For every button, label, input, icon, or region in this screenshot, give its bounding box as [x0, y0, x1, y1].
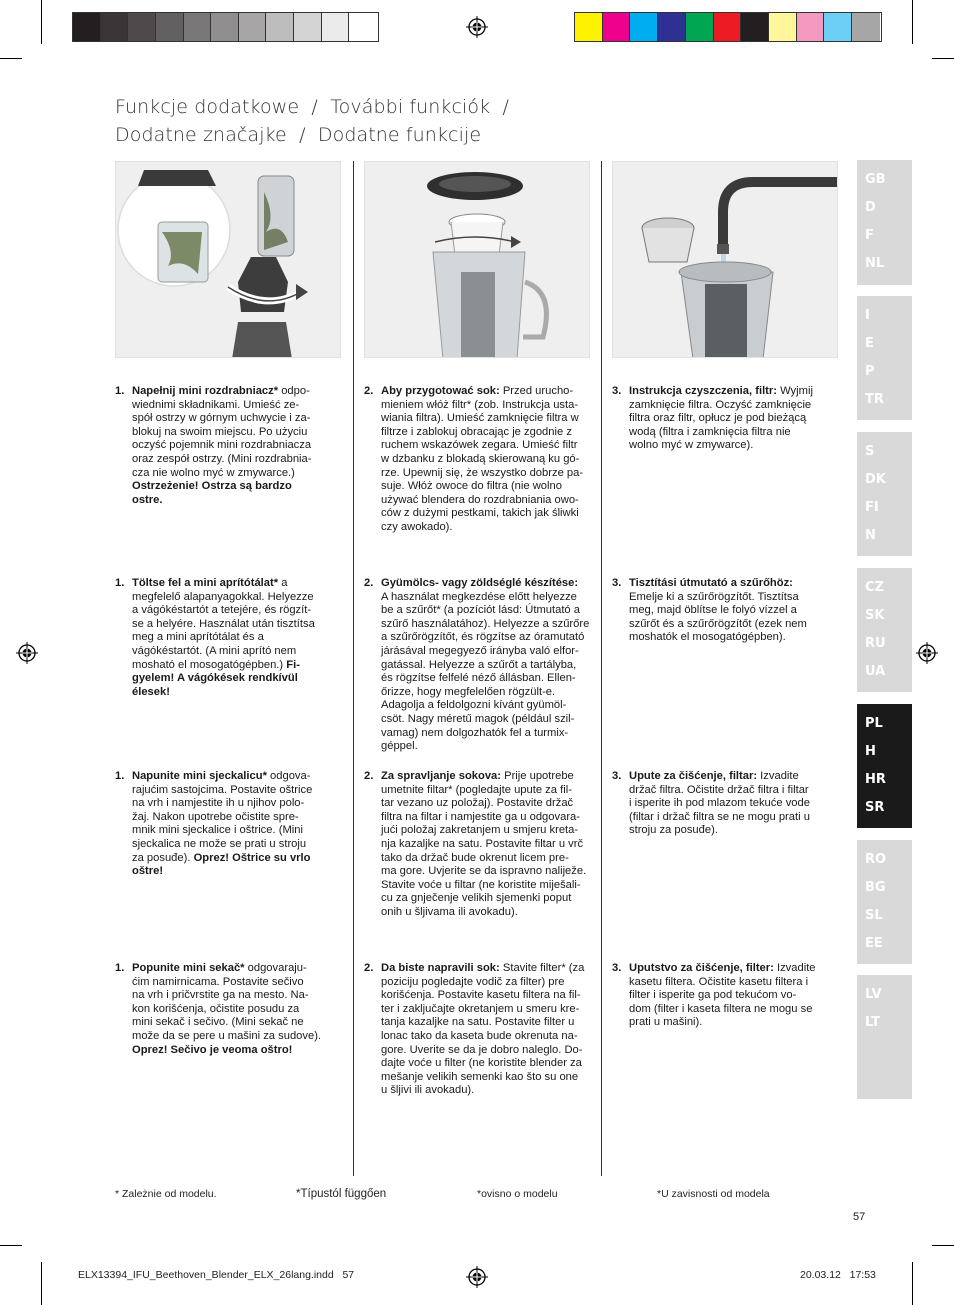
step-warning: Fi- gyelem! A vágókések rendkívül élesek! [132, 658, 300, 698]
juice-filter-photo [364, 161, 590, 358]
footnote-pl: * Zależnie od modelu. [115, 1188, 217, 1200]
crop-mark [912, 0, 913, 44]
step-body [629, 962, 844, 1030]
language-code: DK [865, 472, 886, 487]
color-swatch [322, 13, 350, 41]
step-body [132, 962, 347, 1057]
language-code: E [865, 336, 874, 351]
step-text: Izvadite kasetu filtera. Očistite kasetu filtera i filter i isperite ga pod tekućom vo- dom (filter i kaseta filtera ne mogu se prati u mašini). [629, 962, 816, 1029]
crop-mark [0, 58, 22, 59]
language-code: SL [865, 908, 883, 923]
page-title-line-1: Funkcje dodatkowe / További funkciók / [115, 96, 510, 118]
color-swatch [349, 13, 377, 41]
grayscale-bar [72, 12, 379, 42]
language-code: UA [865, 664, 886, 679]
color-swatch [266, 13, 294, 41]
step-body [132, 577, 347, 699]
language-code: S [865, 444, 875, 459]
language-code: PL [865, 716, 883, 731]
step-hu-3 [612, 577, 844, 645]
language-code: I [865, 308, 870, 323]
step-heading: Uputstvo za čišćenje, filter: [629, 962, 774, 974]
step-heading: Tisztítási útmutató a szűrőhöz: [629, 577, 793, 589]
language-tab-group [857, 704, 912, 828]
language-code: RU [865, 636, 886, 651]
step-number: 2. [364, 577, 374, 589]
language-code: LT [865, 1015, 880, 1030]
page-title-line-2: Dodatne značajke / Dodatne funkcije [115, 124, 482, 146]
step-hr-2 [364, 770, 596, 920]
step-heading: Napunite mini sjeckalicu* [132, 770, 267, 782]
step-body [132, 770, 347, 879]
step-warning: Oprez! Oštrice su vrlo oštre! [132, 851, 311, 878]
color-swatch [128, 13, 156, 41]
step-text: a megfelelő alapanyagokkal. Helyezze a vágókéstartót a tetejére, és rögzít- se a helyére. Használat után tisztítsa meg a mini aprítótálat és a vágókéstartót. (A mini aprító nem mosható el mosogatógépben.) [132, 577, 315, 671]
color-swatch [101, 13, 129, 41]
crop-mark [41, 1262, 42, 1305]
language-code: H [865, 744, 876, 759]
color-swatch [741, 13, 769, 41]
step-body [381, 962, 596, 1098]
crop-mark [41, 0, 42, 44]
color-swatch [852, 13, 880, 41]
step-number: 2. [364, 385, 374, 397]
step-number: 1. [115, 385, 125, 397]
step-sr-3 [612, 962, 844, 1030]
step-body [381, 770, 596, 920]
footnote-sr: *U zavisnosti od modela [657, 1188, 770, 1200]
color-swatch [156, 13, 184, 41]
step-body [629, 770, 844, 838]
step-body [629, 577, 844, 645]
color-swatch [686, 13, 714, 41]
color-swatch [239, 13, 267, 41]
language-tab-group [857, 975, 912, 1099]
step-text: odgova- rajućim sastojcima. Postavite oštrice na vrh i namjestite ih u njihov polo- žaj. Nakon upotrebe očistite spre- mnik mini sjeckalice i oštrice. (Mini sjeckalica ne može se prati u stroju za posuđe). [132, 770, 313, 864]
step-hr-3 [612, 770, 844, 838]
language-code: RO [865, 852, 887, 867]
step-heading: Popunite mini sekač* [132, 962, 245, 974]
language-code: SR [865, 800, 885, 815]
language-code: P [865, 364, 875, 379]
step-sr-2 [364, 962, 596, 1098]
step-warning: Oprez! Sečivo je veoma oštro! [132, 1043, 293, 1056]
language-code: NL [865, 256, 885, 271]
footnote-hu: *Típustól függően [296, 1188, 387, 1200]
language-code: CZ [865, 580, 884, 595]
color-swatch [797, 13, 825, 41]
step-text: odpo- wiednimi składnikami. Umieść ze- spół ostrzy w górnym uchwycie i za- blokuj na swoim miejscu. Po użyciu oczyść pojemnik mini rozdrabniacza oraz zespół ostrzy. (Mini rozdrabnia- cza nie wolno myć w zmywarce.) [132, 385, 312, 479]
language-code: TR [865, 392, 884, 407]
mini-chopper-photo [115, 161, 341, 358]
language-code: SK [865, 608, 885, 623]
step-number: 3. [612, 770, 622, 782]
step-number: 3. [612, 385, 622, 397]
step-heading: Upute za čišćenje, filtar: [629, 770, 758, 782]
step-heading: Gyümölcs- vagy zöldséglé készítése: [381, 577, 579, 589]
step-pl-3 [612, 385, 844, 453]
language-code: N [865, 528, 876, 543]
step-hu-1 [115, 577, 347, 699]
step-text: Przed urucho- mieniem włóż filtr* (zob. Instrukcja usta- wiania filtra). Umieść zamknięcie filtra w filtrze i zablokuj obracając je zgodnie z ruchem wskazówek zegara. Umieść filtr w dzbanku z blokadą skierowaną ku gó- rze. Upewnij się, że wszystko dobrze pa- suje. Włóż owoce do filtra (nie wolno używać blendera do rozdrabniania owo- ców z dużymi pestkami, takich jak śliwki czy awokado). [381, 385, 584, 533]
language-code: F [865, 228, 874, 243]
step-heading: Napełnij mini rozdrabniacz* [132, 385, 279, 397]
language-tab-group [857, 840, 912, 964]
step-heading: Aby przygotować sok: [381, 385, 500, 397]
step-text: A használat megkezdése előtt helyezze be a szűrőt* (a pozíciót lásd: Útmutató a szűrő használatához). Helyezze a szűrőre a szűrőrögzítőt, és rögzítse az óramutató járásával megegyező irányba való elfor- gatással. Helyezze a szűrőt a tartályba, és rögzítse felfelé néző állásban. Ellen- őrizze, hogy megfelelően rögzült-e. Adagolja a feldolgozni kívánt gyümöl- csöt. Nagy méretű magok (például szil- vamag) nem dolgozhatók fel a turmix- géppel. [381, 590, 590, 753]
crop-mark [0, 1245, 22, 1246]
step-hr-1 [115, 770, 347, 879]
step-text: odgovaraju- ćim namirnicama. Postavite sečivo na vrh i pričvrstite ga na mesto. Na- kon korišćenja, očistite posudu za mini sekač i sečivo. (Mini sekač ne može da se pere u mašini za sudove). [132, 962, 322, 1042]
step-number: 1. [115, 577, 125, 589]
step-text: Emelje ki a szűrőrögzítőt. Tisztítsa meg, majd öblítse le folyó vízzel a szűrőt és a szűrőrögzítőt (ezek nem moshatók el mosogatógépben). [629, 590, 807, 644]
process-color-bar [574, 12, 882, 42]
step-body [132, 385, 347, 507]
language-tab-group [857, 432, 912, 556]
step-text: Wyjmij zamknięcie filtra. Oczyść zamknięcie filtra oraz filtr, opłucz je pod bieżącą wodą (filtra i zamknięcia filtra nie wolno myć w zmywarce). [629, 385, 813, 452]
page-number: 57 [853, 1211, 866, 1223]
step-heading: Za spravljanje sokova: [381, 770, 502, 782]
step-heading: Töltse fel a mini aprítótálat* [132, 577, 279, 589]
step-pl-1 [115, 385, 347, 507]
crop-mark [912, 1262, 913, 1305]
language-code: D [865, 200, 876, 215]
color-swatch [714, 13, 742, 41]
crop-mark [932, 58, 954, 59]
language-code: LV [865, 987, 882, 1002]
cleaning-filter-tap-photo [612, 161, 838, 358]
color-swatch [73, 13, 101, 41]
language-code: HR [865, 772, 886, 787]
color-swatch [658, 13, 686, 41]
color-swatch [769, 13, 797, 41]
step-body [629, 385, 844, 453]
language-tab-group [857, 160, 912, 285]
column-divider [353, 161, 354, 1176]
crop-mark [932, 1245, 954, 1246]
registration-mark-icon [466, 1266, 488, 1288]
step-number: 1. [115, 962, 125, 974]
step-heading: Instrukcja czyszczenia, filtr: [629, 385, 777, 397]
step-warning: Ostrzeżenie! Ostrza są bardzo ostre. [132, 480, 292, 506]
color-swatch [184, 13, 212, 41]
registration-mark-icon [16, 642, 38, 664]
step-body [381, 385, 596, 535]
color-swatch [575, 13, 603, 41]
slug-filename: ELX13394_IFU_Beethoven_Blender_ELX_26lang.indd 57 [78, 1269, 355, 1281]
step-hu-2 [364, 577, 596, 754]
color-swatch [824, 13, 852, 41]
step-text: Izvadite držač filtra. Očistite držač filtra i filtar i isperite ih pod mlazom tekuće vode (filtar i držač filtra se ne mogu prati u stroju za posuđe). [629, 770, 810, 837]
step-heading: Da biste napravili sok: [381, 962, 500, 974]
step-number: 2. [364, 962, 374, 974]
color-swatch [211, 13, 239, 41]
footnote-hr: *ovisno o modelu [477, 1188, 558, 1200]
step-sr-1 [115, 962, 347, 1057]
slug-date: 20.03.12 17:53 [800, 1269, 876, 1281]
step-pl-2 [364, 385, 596, 535]
color-swatch [603, 13, 631, 41]
color-swatch [630, 13, 658, 41]
language-code: EE [865, 936, 883, 951]
column-divider [601, 161, 602, 1176]
step-text: Prije upotrebe umetnite filtar* (pogledajte upute za fil- tar vezano uz položaj). Postavite držač filtra na filtar i namjestite ga u odgovara- jući položaj zakretanjem u smjeru kreta- nja kazaljke na satu. Postavite filtar u vrč tako da držač bude okrenut licem pre- ma gore. Uvjerite se da ispravno naliježe. Stavite voće u filtar (ne koristite miješali- cu za gnječenje velikih sjemenki poput onih u šljivama ili avokadu). [381, 770, 587, 918]
step-number: 3. [612, 962, 622, 974]
step-number: 2. [364, 770, 374, 782]
step-number: 3. [612, 577, 622, 589]
color-swatch [294, 13, 322, 41]
registration-mark-icon [916, 642, 938, 664]
step-text: Stavite filter* (za poziciju pogledajte vodič za filter) pre korišćenja. Postavite kasetu filtera na fil- ter i zaključajte okretanjem u smeru kre- tanja kazaljke na satu. Postavite filter u lonac tako da kaseta bude okrenuta na- gore. Uverite se da je dobro naleglo. Do- dajte voće u filter (ne koristite blender za mešanje velikih semenki kao što su one u šljivi ili avokadu). [381, 962, 585, 1097]
language-tab-group [857, 296, 912, 420]
step-number: 1. [115, 770, 125, 782]
registration-mark-icon [466, 16, 488, 38]
language-code: GB [865, 172, 886, 187]
language-code: BG [865, 880, 886, 895]
language-tab-group [857, 568, 912, 692]
step-body [381, 577, 596, 754]
language-code: FI [865, 500, 879, 515]
